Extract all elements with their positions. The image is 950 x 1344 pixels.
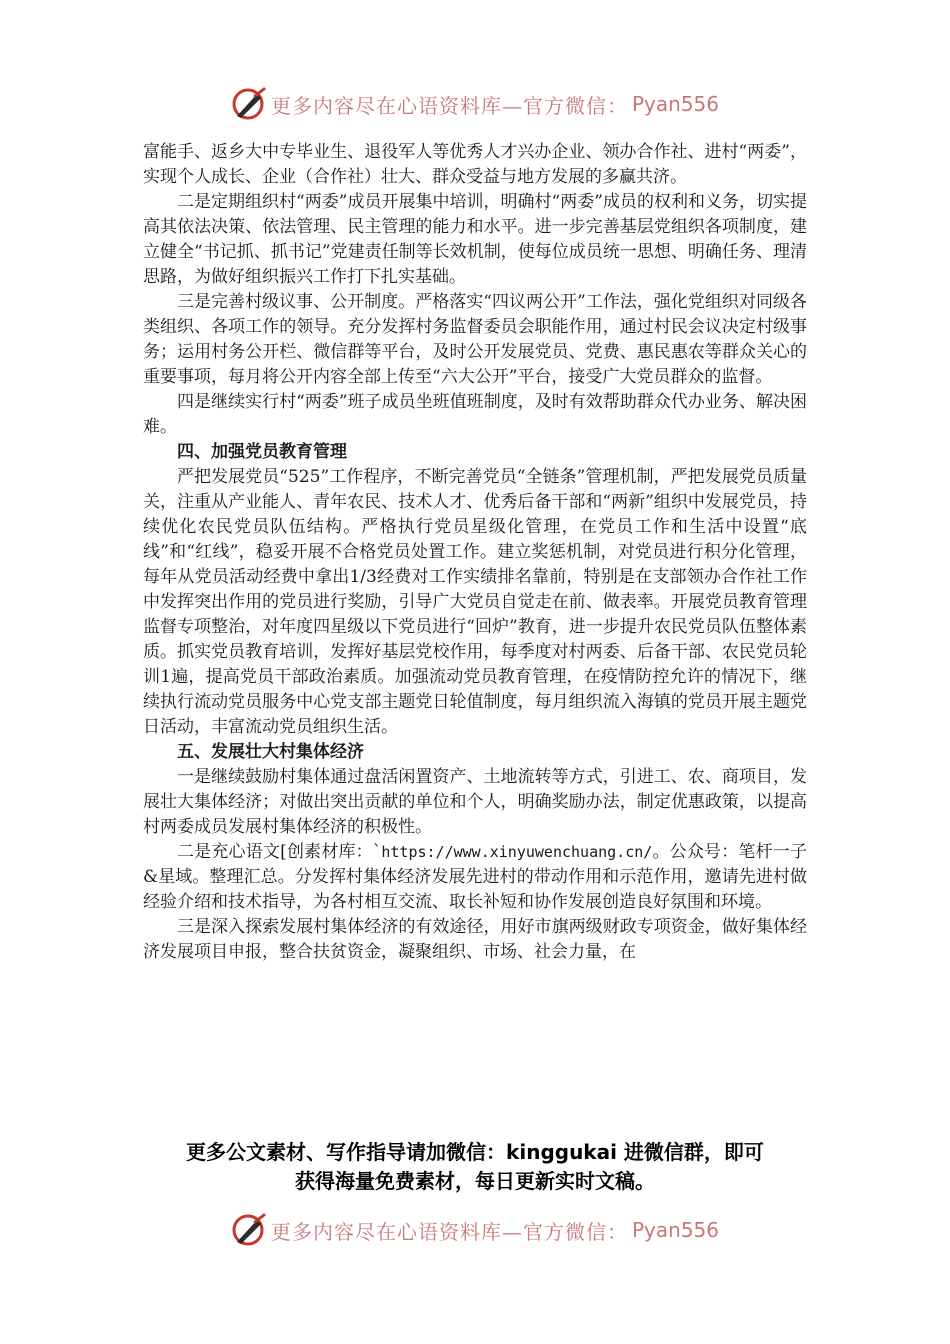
paragraph	[143, 840, 807, 915]
banner-text: 更多内容尽在心语资料库—官方微信：	[270, 1219, 628, 1244]
footer-watermark-banner	[0, 1208, 950, 1252]
source-url: https://www.xinyuwenchuang.cn/	[381, 843, 653, 861]
paragraph-text: 二是充心语文[创素材库：`	[177, 842, 382, 862]
header-watermark-banner	[0, 82, 950, 126]
pen-logo-icon	[231, 86, 267, 122]
banner-wechat-id: Pyan556	[631, 92, 719, 116]
pen-logo-icon	[231, 1212, 267, 1248]
paragraph: 二是定期组织村“两委”成员开展集中培训，明确村“两委”成员的权利和义务，切实提高其依法决策、依法管理、民主管理的能力和水平。进一步完善基层党组织各项制度，建立健全“书记抓、抓书记”党建责任制等长效机制，使每位成员统一思想、明确任务、理清思路，为做好组织振兴工作打下扎实基础。	[143, 192, 807, 287]
banner-wechat-id: Pyan556	[631, 1218, 719, 1242]
paragraph: 三是完善村级议事、公开制度。严格落实“四议两公开”工作法，强化党组织对同级各类组织、各项工作的领导。充分发挥村务监督委员会职能作用，通过村民会议决定村级事务；运用村务公开栏、微信群等平台，及时公开发展党员、党费、惠民惠农等群众关心的重要事项，每月将公开内容全部上传至“六大公开”平台，接受广大党员群众的监督。	[143, 292, 807, 387]
paragraph: 严把发展党员“525”工作程序，不断完善党员“全链条”管理机制，严把发展党员质量关，注重从产业能人、青年农民、技术人才、优秀后备干部和“两新”组织中发展党员，持续优化农民党员队伍结构。严格执行党员星级化管理，在党员工作和生活中设置“底线”和“红线”，稳妥开展不合格党员处置工作。建立奖惩机制，对党员进行积分化管理，每年从党员活动经费中拿出1/3经费对工作实绩排名靠前，特别是在支部领办合作社工作中发挥突出作用的党员进行奖励，引导广大党员自觉走在前、做表率。开展党员教育管理监督专项整治，对年度四星级以下党员进行“回炉”教育，进一步提升农民党员队伍整体素质。抓实党员教育培训，发挥好基层党校作用，每季度对村两委、后备干部、农民党员轮训1遍，提高党员干部政治素质。加强流动党员教育管理，在疫情防控允许的情况下，继续执行流动党员服务中心党支部主题党日轮值制度，每月组织流入海镇的党员开展主题党日活动，丰富流动党员组织生活。	[143, 467, 807, 737]
paragraph: 三是深入探索发展村集体经济的有效途径，用好市旗两级财政专项资金，做好集体经济发展项目申报，整合扶贫资金，凝聚组织、市场、社会力量，在	[143, 917, 807, 962]
paragraph: 富能手、返乡大中专毕业生、退役军人等优秀人才兴办企业、领办合作社、进村“两委”，实现个人成长、企业（合作社）壮大、群众受益与地方发展的多赢共济。	[143, 142, 807, 187]
paragraph-text: 。公众号：笔杆一子&星域。整理汇总。分发挥村集体经济发展先进村的带动作用和示范作用，邀请先进村做经验介绍和技术指导，为各村相互交流、取长补短和协作发展创造良好氛围和环境。	[143, 842, 807, 912]
paragraph: 一是继续鼓励村集体通过盘活闲置资产、土地流转等方式，引进工、农、商项目，发展壮大集体经济；对做出突出贡献的单位和个人，明确奖励办法，制定优惠政策，以提高村两委成员发展村集体经济的积极性。	[143, 767, 807, 837]
section-heading-5: 五、发展壮大村集体经济	[177, 742, 364, 762]
document-body	[143, 140, 807, 965]
promo-line-2: 获得海量免费素材，每日更新实时文稿。	[295, 1169, 655, 1193]
promo-line-1: 更多公文素材、写作指导请加微信：kinggukai 进微信群，即可	[186, 1140, 764, 1164]
paragraph: 四是继续实行村“两委”班子成员坐班值班制度，及时有效帮助群众代办业务、解决困难。	[143, 392, 807, 437]
banner-text: 更多内容尽在心语资料库—官方微信：	[270, 93, 628, 118]
section-heading-4: 四、加强党员教育管理	[177, 442, 347, 462]
promo-notice	[120, 1138, 830, 1196]
